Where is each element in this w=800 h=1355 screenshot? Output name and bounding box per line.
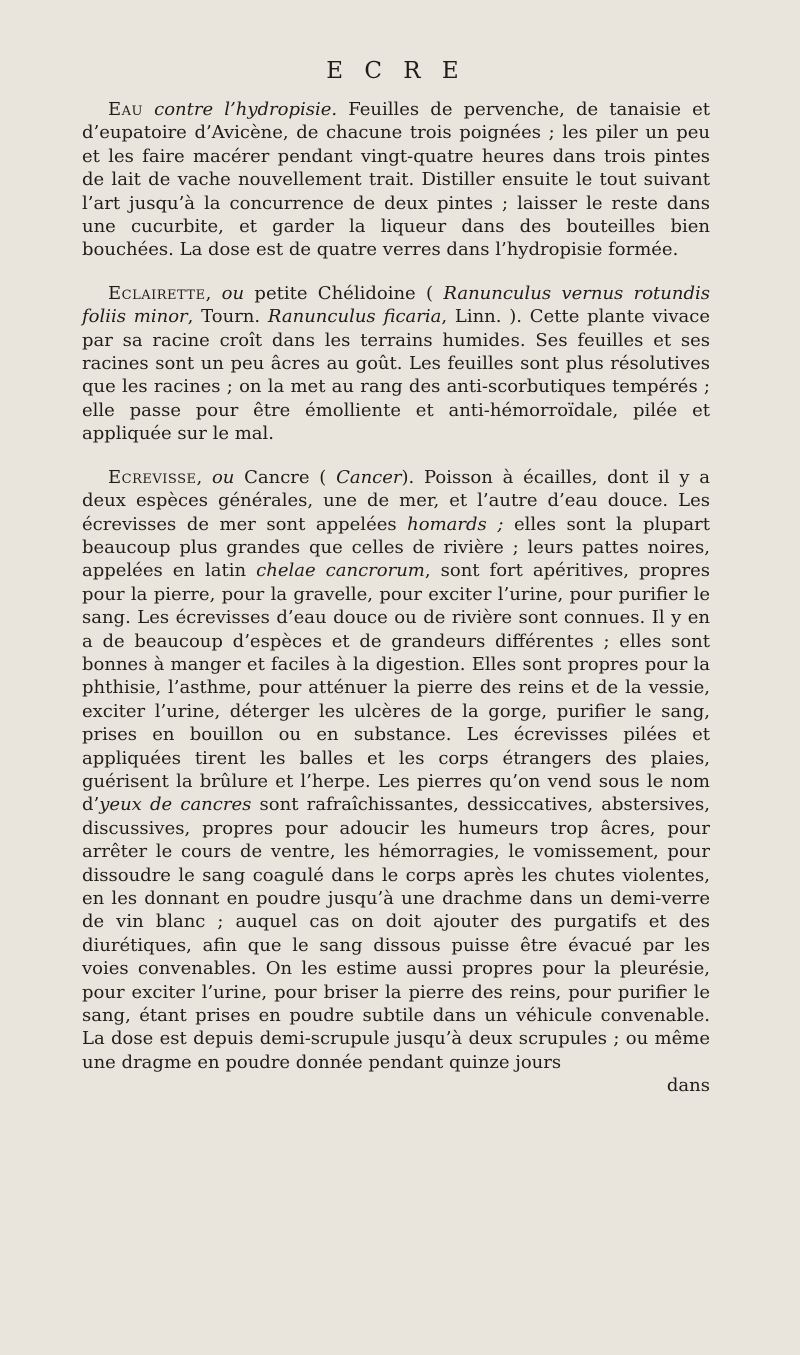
italic-run: yeux de cancres: [99, 794, 252, 816]
italic-run: ou: [211, 466, 235, 488]
paragraph-gap: [82, 446, 710, 466]
running-header: E C R E: [326, 58, 466, 84]
text-run: ,: [205, 282, 222, 304]
entry-ecrevisse: [82, 466, 710, 1075]
text-run: petite Chélidoine (: [244, 282, 444, 304]
entry-headword: Eclairette: [108, 282, 206, 304]
entry-headword: Eau: [108, 99, 143, 120]
entry-text: Feuilles de pervenche, de tanaisie et d’eupatoire d’Avicène, de chacune trois poignées ; les piler un peu et les faire macérer pendant vingt-quatre heures dans trois pintes de lait de vache nouvellement trait. Distiller ensuite le tout suivant l’art jusqu’à la concurrence de deux pintes ; laisser le reste dans une cucurbite, et garder la liqueur dans des bouteilles bien bouchées. La dose est de quatre verres dans l’hydropisie formée.: [82, 99, 710, 261]
italic-run: ou: [221, 282, 245, 304]
text-run: ). Poisson à écailles, dont il y a deux espèces générales, une de mer, et l’autre d’eau douce. Les écrevisses de mer sont appelées: [82, 466, 710, 535]
text-run: , Tourn.: [187, 306, 268, 328]
text-run: Cancre (: [234, 466, 337, 488]
italic-run: Ranunculus vernus rotundis foliis minor: [82, 282, 710, 328]
text-run: , Linn. ). Cette plante vivace par sa racine croît dans les terrains humides. Ses feuilles et ses racines sont un peu âcres au goût. Les feuilles sont plus résolutives que les racines ; on la met au rang des anti-scorbutiques tempérés ; elle passe pour être émolliente et anti-hémorroïdale, pilée et appliquée sur le mal.: [82, 306, 710, 445]
text-run: sont rafraîchissantes, dessiccatives, abstersives, discussives, propres pour adoucir les humeurs trop âcres, pour arrêter le cours de ventre, les hémorragies, le vomissement, pour dissoudre le sang coagulé dans le corps après les chutes violentes, en les donnant en poudre jusqu’à une drachme dans un demi-verre de vin blanc ; auquel cas on doit ajouter des purgatifs et des diurétiques, afin que le sang dissous puisse être évacué par les voies convenables. On les estime aussi propres pour la pleurésie, pour exciter l’urine, pour briser la pierre des reins, pour purifier le sang, étant prises en poudre subtile dans un véhicule convenable. La dose est depuis demi-scrupule jusqu’à deux scrupules ; ou même une dragme en poudre donnée pendant quinze jours: [82, 794, 711, 1073]
entry-eclairette: [82, 282, 710, 446]
italic-run: Ranunculus ficaria: [267, 306, 442, 328]
entry-headword: Ecrevisse: [108, 466, 197, 488]
italic-run: homards ;: [407, 513, 504, 535]
text-run: elles sont la plupart beaucoup plus grandes que celles de rivière ; leurs pattes noires, appelées en latin: [82, 513, 710, 582]
entry-eau: [82, 98, 710, 262]
book-page: [82, 58, 710, 1097]
paragraph-gap: [82, 262, 710, 282]
text-run: ,: [196, 466, 212, 488]
italic-run: chelae cancrorum: [256, 560, 425, 582]
text-run: , sont fort apéritives, propres pour la pierre, pour la gravelle, pour exciter l’urine, pour purifier le sang. Les écrevisses d’eau douce ou de rivière sont connues. Il y en a de beaucoup d’espèces et de grandeurs différentes ; elles sont bonnes à manger et faciles à la digestion. Elles sont propres pour la phthisie, l’asthme, pour atténuer la pierre des reins et de la vessie, exciter l’urine, déterger les ulcères de la gorge, purifier le sang, prises en bouillon ou en substance. Les écrevisses pilées et appliquées tirent les balles et les corps étrangers des plaies, guérisent la brûlure et l’herpe. Les pierres qu’on vend sous le nom d’: [82, 560, 710, 816]
entry-subtitle: contre l’hydropisie.: [154, 99, 338, 120]
italic-run: Cancer: [336, 466, 402, 488]
catchword: dans: [666, 1075, 710, 1097]
